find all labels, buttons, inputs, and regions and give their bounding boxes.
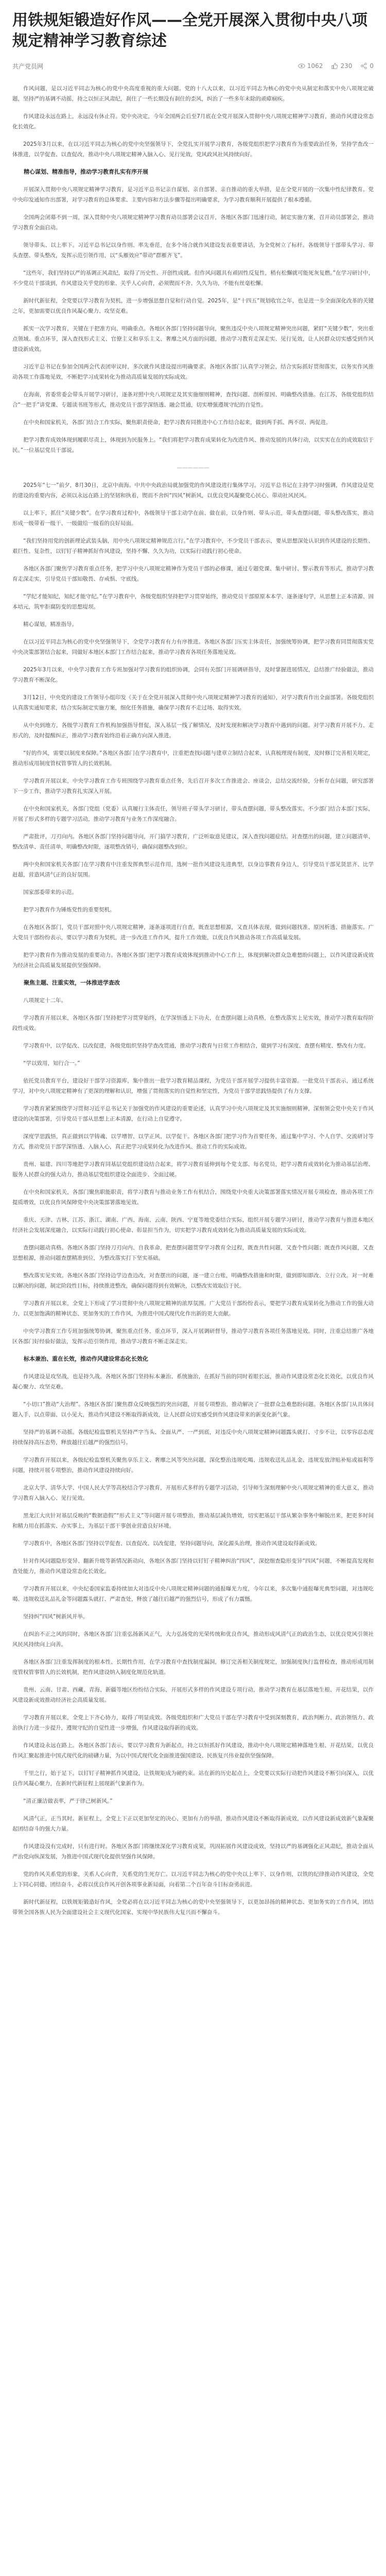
read-count-value: 1062 <box>307 62 323 70</box>
paragraph: 查摆问题动真格。各地区各部门坚持刀刃向内、自我革命，把查摆问题贯穿学习教育全过程，既查共性问题，又查个性问题；既查作风问题，又查思想根源，推动问题查摆精准到位，为整改落实打下坚实基础。 <box>12 1245 374 1261</box>
paragraph: 新时代新征程，全党要以学习教育为契机，进一步增强思想自觉和行动自觉。2025年，是“十四五”规划收官之年，也是进一步全面深化改革的关键之年，更加需要以优良作风凝心聚力、攻坚克难。 <box>12 298 374 314</box>
paragraph: 3月12日，中央党的建设工作领导小组印发《关于在全党开展深入贯彻中央八项规定精神学习教育的通知》，对学习教育作出全面部署。各级党组织认真落实通知要求，结合实际制定实施方案，细化任务措施，确保学习教育不走过场、取得实效。 <box>12 694 374 711</box>
paragraph: 作风建设是攻坚战，也是持久战。各地区各部门坚持标本兼治、系统施治，在抓好当前的同时着眼长远，推动作风建设常态化长效化，以优良作风凝心聚力、攻坚克难。 <box>12 1374 374 1390</box>
paragraph: 各地区各部门聚焦学习教育重点任务，把学习中央八项规定精神作为党员干部的必修课，通过专题党课、集中研讨、警示教育等形式，推动学习教育走深走实，引导党员干部知敬畏、存戒惧、守底线。 <box>12 566 374 582</box>
paragraph: 开展深入贯彻中央八项规定精神学习教育，是习近平总书记亲自谋划、亲自部署、亲自推动的重大举措，是在全党开展的一次集中性纪律教育。党中央印发通知作出部署，对学习教育的总体要求、主要内容和方法步骤等提出明确要求，为学习教育顺利开展提供了根本遵循。 <box>12 187 374 203</box>
paragraph: 学习教育开展以来，全党上下齐心协力，取得了明显成效。各级党组织和广大党员干部在学习教育中受到深刻教育，政治判断力、政治领悟力、政治执行力进一步提升，遵规守纪的自觉性进一步增强，作风建设取得新的成效。 <box>12 1715 374 1731</box>
paragraph: 中央学习教育工作专班加强统筹协调，聚焦重点任务、重点环节，深入开展调研督导，推动学习教育各项任务落地见效。同时，注重总结推广各地区各部门好经验好做法，发挥示范引领作用，推动学习教育不断走深走实。 <box>12 1328 374 1345</box>
paragraph: “学以致用，知行合一。” <box>23 1060 80 1066</box>
paragraph: “这些年，我们坚持以严的基调正风肃纪，取得了历史性、开创性成就。但作风问题具有顽固性反复性，稍有松懈就可能死灰复燃。”在学习研讨中，不少党员干部谈到，作风建设关乎党的形象、关乎人心向背，必须锲而不舍、久久为功，不能有丝毫松懈。 <box>12 270 374 286</box>
paragraph: “清正廉洁做表率，严于律己树新风。” <box>23 1798 113 1804</box>
paragraph: 学习教育开展以来，各地区各部门坚持把学习贯穿始终，在学深悟透上下功夫，在查摆问题上动真格，在整改落实上见实效，推动学习教育取得阶段性成效。 <box>12 1015 374 1031</box>
paragraph: 贵州、云南、甘肃、西藏、青海、新疆等地区纷纷结合实际，开展形式多样的作风建设专项行动，推动学习教育在基层落地生根、开花结果，以作风建设新成效推动经济社会高质量发展。 <box>12 1687 374 1703</box>
paragraph: 把学习教育成效体现到履职尽责上，体现到为民服务上。“我们将把学习教育成果转化为改进作风、推动发展的具体行动，以实实在在的成效取信于民。”一位基层党员干部说。 <box>12 437 374 453</box>
section-heading: 聚焦主题、注重实效，一体推进学查改 <box>24 979 120 986</box>
paragraph: “小切口”推动“大治理”。各地区各部门聚焦群众反映强烈的突出问题，开展专项整治，推动解决了一批群众急难愁盼问题。各地区各部门从具体问题入手，以点带面、以小见大，推动作风建设不断取得新成效，让人民群众切实感受到作风建设带来的新变化新气象。 <box>12 1401 374 1418</box>
paragraph: 针对作风问题隐形变异、翻新升级等新情况新动向，各地区各部门坚持以钉钉子精神纠治“四风”，深挖细查隐形变异“四风”问题，不断提高发现和查处能力，推动作风建设常态化长效化。 <box>12 1558 374 1574</box>
paragraph: 学习教育中，以学促改、以改促建，各级党组织坚持学查改贯通，推动学习教育与日常工作相结合，做到学习有深度、查摆有精度、整改有力度。 <box>23 1043 369 1049</box>
paragraph: 千里之行，始于足下。以钉钉子精神抓作风建设，让铁规矩成为硬约束。站在新的历史起点上，全党要以实际行动把作风建设不断引向深入，以优良作风凝心聚力，在新时代新征程上展现新气象新作为。 <box>12 1770 374 1787</box>
paragraph: 2025年3月以来，中央学习教育工作专班加强对学习教育的组织协调，会同有关部门开展调研指导，及时掌握进展情况，总结推广经验做法，推动学习教育不断深化。 <box>12 667 374 683</box>
section-separator: —————— <box>177 465 209 471</box>
paragraph: 领导带头、以上率下。习近平总书记以身作则、率先垂范，在多个场合就作风建设发表重要讲话，为全党树立了标杆。各级领导干部带头学习、带头查摆、带头整改，发挥示范引领作用，以“头雁效应”带动“群雁齐飞”。 <box>12 242 374 259</box>
like-button[interactable] <box>331 62 352 70</box>
paragraph: 黑龙江大庆针对基层反映的“数据造假”“形式主义”等问题开展专项整治，推动基层减负增效，切实把基层干部从繁杂事务中解脱出来，把更多时间和精力用在抓落实、办实事上，为基层干部干事创业营造良好环境。 <box>12 1513 374 1529</box>
article-title: 用铁规矩锻造好作风——全党开展深入贯彻中央八项规定精神学习教育综述 <box>12 11 367 50</box>
section-heading: 精心谋划、精准指导，推动学习教育扎实有序开展 <box>24 168 148 175</box>
paragraph: 学习教育开展以来，全党上下形成了学习贯彻中央八项规定精神的浓厚氛围。广大党员干部纷纷表示，要把学习教育成果转化为推动工作的强大动力，以更加饱满的精神状态、更加务实的工作作风，为推进中国式现代化作出新的更大贡献。 <box>12 1300 374 1317</box>
paragraph: 北京大学、清华大学、中国人民大学等高校结合学习教育，开展形式多样的专题学习活动，引导师生深刻理解中央八项规定精神的重大意义，推动学习教育入脑入心、见行见效。 <box>12 1485 374 1501</box>
paragraph: 贵州、福建、四川等地把学习教育同基层党组织建设结合起来，将学习教育延伸到每个党支部、每名党员，把学习教育成效转化为推动基层治理、服务人民群众的强大动力，推动基层党组织建设全面进步、全面过硬。 <box>12 1161 374 1178</box>
paragraph: “好的作风，需要以制度来保障。”各地区各部门在学习教育中，注重把查找问题与建章立制结合起来，认真梳理现有制度，及时修订完善相关规定，推动形成用制度管权管事管人的长效机制。 <box>12 750 374 767</box>
paragraph: 国家部委带来的示范。 <box>23 889 77 895</box>
paragraph: 从中央到地方，各级学习教育工作机构加强指导督促，深入基层一线了解情况，及时发现和解决学习教育中遇到的问题。对学习教育开展不力、走形式的，及时提醒纠正，推动学习教育始终沿着正确方向深入推进。 <box>12 722 374 739</box>
eye-icon <box>298 62 305 70</box>
paragraph: 新时代新征程，以铁规矩锻造好作风，全党必将在以习近平同志为核心的党中央坚强领导下，以更加昂扬的精神状态、更加务实的工作作风，团结带领全国各族人民为全面建设社会主义现代化国家、实现中华民族伟大复兴而不懈奋斗。 <box>12 1899 374 1916</box>
paragraph: 作风建设没有完成时，只有进行时。各地区各部门将继续深化学习教育成果，巩固拓展作风建设成效，坚持以严的基调强化正风肃纪，推动全面从严治党向纵深发展，为推进中国式现代化提供坚强作风保障。 <box>12 1843 374 1860</box>
paragraph: 作风建设永远在路上。各地区各部门表示，要以学习教育为新起点，持之以恒抓好作风建设，推动中央八项规定精神落地生根、开花结果，以优良作风汇聚起推进中国式现代化的磅礴力量，为以中国式现代化全面推进强国建设、民族复兴伟业提供坚强保障。 <box>12 1742 374 1759</box>
like-count-value: 230 <box>340 62 353 70</box>
paragraph: 学习教育开展以来，中央学习教育工作专班围绕学习教育重点任务，先后召开多次工作推进会、座谈会，总结交流经验，分析存在问题，研究部署下一步工作，推动学习教育扎实深入开展。 <box>12 778 374 794</box>
paragraph: 在海南，省委常委会带头开展学习研讨，逐条对照中央八项规定及其实施细则精神，查找问题、剖析原因、明确整改措施。在江苏，各级党组织结合“一把手”讲党课、专题读书班等形式，推动党员干部学深悟透、融会贯通，切实增强遵规守纪的自觉性。 <box>12 392 374 408</box>
paragraph: 在中央和国家机关，各部门党组（党委）认真履行主体责任，领导班子带头学习研讨，带头查摆问题，带头整改落实。不少部门结合本部门实际，开展了形式多样的专题学习活动，推动学习教育与业务工作深度融合。 <box>12 806 374 822</box>
paragraph: 重庆、天津、吉林、江苏、浙江、湖南、广西、海南、云南、陕西、宁夏等地党委结合实际，组织开展专题学习研讨，推动学习教育与推进本地区经济社会发展深度融合，以实际行动践行初心使命、彰显担当作为，切实把学习教育成效转化为推动高质量发展的实际成效。 <box>12 1217 374 1233</box>
paragraph: “我们坚持用党的创新理论武装头脑，用中央八项规定精神规范言行。”在学习教育中，不少党员干部表示，要从思想深处认识到作风建设的长期性、艰巨性、复杂性，以钉钉子精神抓好作风建设，坚持不懈、久久为功，以实际行动践行初心使命。 <box>12 538 374 554</box>
article-source[interactable]: 共产党员网 <box>12 62 44 70</box>
paragraph: 在中央和国家机关，各部门结合工作实际，聚焦职责使命，把学习教育同推进中心工作结合起来，做到两手抓、两不误、两促进。 <box>23 419 331 426</box>
paragraph: 在各地区各部门，党员干部对照中央八项规定精神，逐条逐项进行自查，既查思想根源，又查具体表现，做到问题找准、原因析透、措施落实。广大党员干部纷纷表示，要以学习教育为契机，进一步改进工作作风，提升工作效能，以优良作风推动各项工作高质量发展。 <box>12 924 374 941</box>
paragraph: 在纠治不正之风的同时，各地区各部门注重弘扬新风正气，大力弘扬党的光荣传统和优良作风，推动形成风清气正的政治生态，以优良党风引领社风民风持续向上向善。 <box>12 1631 374 1648</box>
paragraph: 学习教育中，各地区各部门坚持以学促查、以查促改、以改促建，坚持问题导向，深化源头治理，推动作风建设取得新成效。 <box>23 1540 321 1547</box>
paragraph: 依托党员教育平台，建设好干部学习资源库，集中推出一批学习教育精品课程，为党员干部开展学习提供丰富资源。一批党员干部表示，通过系统学习，对中央八项规定精神有了更深的理解和认识，增强了贯彻落实的自觉性和坚定性，为党员干部学思践悟提供了有力支撑。 <box>12 1078 374 1094</box>
paragraph: “学纪才能知纪，知纪才能守纪。”在学习教育中，各级党组织坚持把学习贯穿始终，推动党员干部原原本本学、逐条逐句学，从思想上正本清源、固本培元，筑牢拒腐防变的思想堤坝。 <box>12 594 374 610</box>
paragraph: 2025年3月以来，在以习近平同志为核心的党中央坚强领导下，全党扎实开展学习教育，各级党组织把学习教育作为重要政治任务，坚持学查改一体推进，以学促查、以查促改，推动中央八项规定精神入脑入心、见行见效，党风政风社风持续向好。 <box>12 141 374 158</box>
paragraph: 两中央和国家机关各部门在学习教育中注重发挥典型示范作用，选树一批作风建设先进典型，以身边事教育身边人，引导党员干部见贤思齐、比学赶超，营造风清气正的良好氛围。 <box>12 861 374 878</box>
paragraph: 作风建设永远在路上，永远没有休止符。党中央决定，今年全国两会后至7月底在全党开展深入贯彻中央八项规定精神学习教育，推动作风建设常态化长效化。 <box>12 113 374 130</box>
paragraph: 八项规定十二年。 <box>23 997 66 1004</box>
paragraph: 以上率下，抓住“关键少数”。在学习教育过程中，各级领导干部主动学在前、做在前，以身作则、带头示范，带头查摆问题，带头整改落实，推动形成一级带着一级干、一级做给一级看的良好局面。 <box>12 510 374 527</box>
paragraph: 深度学思践悟，真正做到以学铸魂、以学增智、以学正风、以学促干。各地区各部门把学习作为首要任务，通过集中学习、个人自学、交流研讨等方式，推动党员干部学深悟透、入脑入心，真正把学习成果转化为改进作风、推动工作的实际成效。 <box>12 1133 374 1150</box>
paragraph: 在以习近平同志为核心的党中央坚强领导下，全党学习教育有力有序推进。各地区各部门压实主体责任，加强统筹协调，把学习教育同贯彻落实党中央决策部署结合起来，同做好本地区本部门工作结合起来，推动学习教育各项任务落地见效。 <box>12 639 374 655</box>
paragraph: 学习教育紧紧围绕学习贯彻习近平总书记关于加强党的作风建设的重要论述，认真学习中央八项规定及其实施细则精神，深刻领会党中央关于作风建设的决策部署，引导党员干部从思想上正本清源，在行动上自觉遵守。 <box>12 1106 374 1122</box>
paragraph: 精心谋划，精准指导。 <box>23 621 77 628</box>
paragraph: 作风问题，是以习近平同志为核心的党中央高度重视的重大问题。党的十八大以来，以习近平同志为核心的党中央从制定和落实中央八项规定破题，坚持严的基调不动摇，持之以恒正风肃纪，刹住了一些长期没有刹住的歪风，纠治了一些多年未除的顽瘴痼疾。 <box>12 86 374 102</box>
paragraph: 学习教育开展以来，各级纪检监察机关聚焦享乐主义、奢靡之风等突出问题，深化整治违规吃喝、违规收送礼品礼金、违规发放津贴补贴或福利等问题，持续开展专项整治，推动作风建设持续向好。 <box>12 1457 374 1473</box>
paragraph: 习近平总书记在参加全国两会代表团审议时，多次就作风建设提出明确要求。各地区各部门认真学习领会，结合实际抓好贯彻落实，以务实作风推动各项工作落地见效，不断把学习成果转化为推动高质量发展的实际成效。 <box>12 364 374 380</box>
article-meta <box>12 61 374 71</box>
paragraph: 抓实一次学习教育，关键在于把准方向、明确重点。各地区各部门坚持问题导向，聚焦违反中央八项规定精神突出问题，紧盯“关键少数”，突出重点领域、重点环节，深入查找形式主义、官僚主义和享乐主义、奢靡之风方面的问题，推动学习教育走深走实、见行见效，让人民群众切实感受到作风建设新成效。 <box>12 326 374 352</box>
paragraph: 在中央和国家机关，各部门聚焦职能职责，将学习教育与推动业务工作有机结合，围绕党中央重大决策部署落实情况开展专项检查，推动各项工作提质增效，以优良作风保障党中央决策部署落地见效。 <box>12 1189 374 1206</box>
paragraph: 党的作风关系党的形象，关系人心向背，关系党的生死存亡。以习近平同志为核心的党中央以上率下、以身作则，以铁的纪律推动作风建设，全党上下同心同德、团结奋斗，必将以优良作风开创各项事业新局面，向着第二个百年奋斗目标奋勇前进。 <box>12 1871 374 1888</box>
paragraph: 把学习教育作为锤炼党性的重要契机。 <box>23 907 115 913</box>
paragraph: 严肃批评，刀刃向内。各地区各部门坚持问题导向，开门搞学习教育，广泛听取意见建议，深入查找问题症结。对查摆出的问题，建立问题清单、整改清单、责任清单，明确整改时限，逐项整改销号，确保问题整改到位。 <box>12 834 374 850</box>
thumb-up-icon <box>331 62 338 70</box>
paragraph: 坚持严的基调不动摇。各级纪检监察机关坚持严字当头、全面从严、一严到底，对违反中央八项规定精神问题露头就打、寸步不让，以零容忍态度持续保持高压态势，释放越往后越严的强烈信号。 <box>12 1429 374 1446</box>
paragraph: 把学习教育作为推动发展的重要动力。各地区各部门把学习教育成效体现到推动中心工作上，体现到解决群众急难愁盼问题上，以作风建设新成效为经济社会高质量发展提供坚强保障。 <box>12 952 374 969</box>
paragraph: 2025年“七一”前夕，8月30日，北京中南海。中共中央政治局就加强党的作风建设进行集体学习。习近平总书记在主持学习时强调，作风建设是党的建设的重要内容，必须以永远在路上的坚韧和执着，锲而不舍纠“四风”树新风，以优良党风凝聚党心民心、带动社风民风。 <box>12 482 374 499</box>
share-icon <box>360 62 367 70</box>
paragraph: 各地区各部门注重发挥制度的根本性、长期性作用，在学习教育中查找制度漏洞，修订完善相关制度规定，加强制度执行监督检查，推动形成用制度管权管事管人的长效机制，把作风建设纳入制度化规范化轨道。 <box>12 1659 374 1675</box>
share-count-value: 0 <box>370 62 374 70</box>
paragraph: 风清气正，正当其时。新征程上，全党上下正以更加坚定的决心、更加有力的举措，推动作风建设不断取得新成效，以作风建设新成效新气象凝聚起团结奋斗的强大力量。 <box>12 1816 374 1832</box>
article-body <box>12 83 374 1918</box>
paragraph: 坚持纠“四风”树新风并举。 <box>23 1614 89 1620</box>
read-count <box>298 62 323 70</box>
article-stats <box>298 62 374 70</box>
share-button[interactable] <box>360 62 374 70</box>
paragraph: 学习教育开展以来，中央纪委国家监委持续加大对违反中央八项规定精神问题的通报曝光力度，今年以来，多次集中通报曝光典型问题，对违规吃喝、违规收送礼品礼金等问题露头就打、严肃查处，释放了越往后越严的强烈信号，形成了有力震慑。 <box>12 1586 374 1602</box>
paragraph: 全国两会闭幕不到一周，深入贯彻中央八项规定精神学习教育动员部署会议召开，各地区各部门迅速行动，制定实施方案，召开动员部署会，推动学习教育全面启动。 <box>12 214 374 231</box>
paragraph: 整改落实见实效。各地区各部门坚持边学边查边改，对查摆出的问题，逐一建立台账，明确整改措施和时限，做到即知即改、立行立改。对一时难以解决的问题，制定阶段性目标，持续推进整改，确保问题得到有效解决，以整改实效取信于民。 <box>12 1273 374 1289</box>
section-heading: 标本兼治、重在长效，推动作风建设常态化长效化 <box>24 1355 148 1362</box>
